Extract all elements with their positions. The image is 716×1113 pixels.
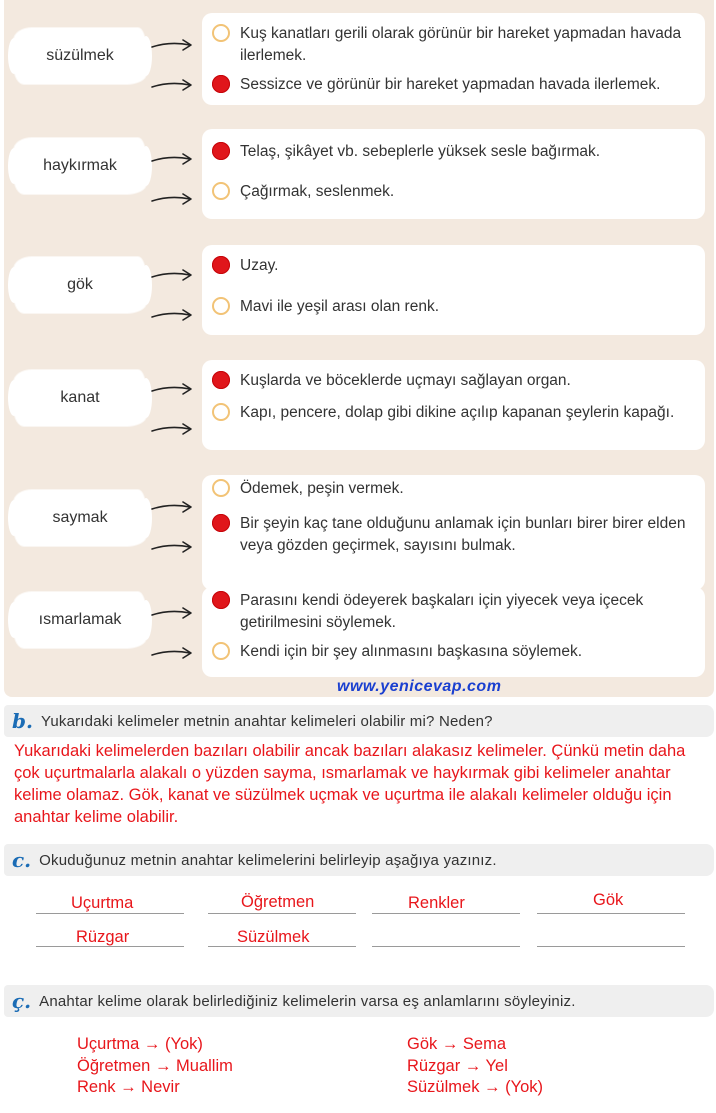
option-text: Çağırmak, seslenmek. [240,183,395,200]
radio-empty-icon[interactable] [212,403,230,421]
options-box [202,475,705,590]
keyword-line-7[interactable] [372,946,520,947]
keyword-4: Gök [593,891,624,909]
arrow-icon [150,192,194,206]
option-row[interactable] [212,370,697,392]
option-text: Kuş kanatları gerili olarak görünür bir hareket yapmadan havada ilerlemek. [240,25,682,64]
arrow-icon [150,308,194,322]
word-label: kanat [60,389,100,406]
option-text: Kendi için bir şey alınmasını başkasına söylemek. [240,643,583,660]
word-card [14,138,146,194]
keyword-3: Renkler [408,894,465,912]
word-card [14,370,146,426]
option-text: Kuşlarda ve böceklerde uçmayı sağlayan organ. [240,372,571,389]
option-text: Parasını kendi ödeyerek başkaları için yiyecek veya içecek getirilmesini söylemek. [240,592,644,631]
options-box [202,360,705,450]
question-c-text: Okuduğunuz metnin anahtar kelimelerini belirleyip aşağıya yazınız. [39,851,497,869]
option-row[interactable] [212,478,697,500]
radio-selected-icon[interactable] [212,256,230,274]
option-row[interactable] [212,23,697,67]
keyword-line-6[interactable] [208,946,356,947]
question-c-bar [4,844,714,876]
radio-empty-icon[interactable] [212,479,230,497]
word-card [14,28,146,84]
options-box [202,13,705,105]
word-card [14,592,146,648]
radio-empty-icon[interactable] [212,642,230,660]
radio-selected-icon[interactable] [212,142,230,160]
synonym-item: Uçurtma → (Yok) [77,1035,203,1053]
watermark: www.yenicevap.com [337,678,502,695]
keyword-1: Uçurtma [71,894,134,912]
arrow-icon [150,646,194,660]
word-label: ısmarlamak [38,611,122,628]
arrow-icon [150,38,194,52]
arrow-icon [150,540,194,554]
word-card [14,257,146,313]
option-row[interactable] [212,74,697,96]
option-row[interactable] [212,296,697,318]
options-box [202,129,705,219]
arrow-icon [150,606,194,620]
word-label: süzülmek [46,47,114,64]
radio-empty-icon[interactable] [212,24,230,42]
word-label: haykırmak [43,157,117,174]
question-b-letter: b. [12,709,33,733]
synonym-item: Süzülmek → (Yok) [407,1078,544,1096]
keyword-line-3[interactable] [372,913,520,914]
options-box [202,587,705,677]
option-row[interactable] [212,181,697,203]
arrow-icon [150,152,194,166]
keyword-line-4[interactable] [537,913,685,914]
word-card [14,490,146,546]
option-text: Bir şeyin kaç tane olduğunu anlamak için bunları birer birer elden veya gözden geçirmek, sayısını bulmak. [240,515,686,554]
option-row[interactable] [212,641,697,663]
options-box [202,245,705,335]
arrow-icon [150,268,194,282]
keyword-5: Rüzgar [76,928,130,946]
option-text: Mavi ile yeşil arası olan renk. [240,298,439,315]
keyword-line-2[interactable] [208,913,356,914]
synonym-list-left [77,1034,233,1099]
keyword-6: Süzülmek [237,928,310,946]
synonym-list-right [407,1034,543,1099]
arrow-icon [150,78,194,92]
option-row[interactable] [212,141,697,163]
option-text: Ödemek, peşin vermek. [240,480,404,497]
radio-empty-icon[interactable] [212,297,230,315]
arrow-icon [150,500,194,514]
option-text: Sessizce ve görünür bir hareket yapmadan havada ilerlemek. [240,76,661,93]
radio-selected-icon[interactable] [212,371,230,389]
option-text: Kapı, pencere, dolap gibi dikine açılıp kapanan şeylerin kapağı. [240,404,675,421]
option-row[interactable] [212,255,697,277]
option-text: Uzay. [240,257,279,274]
radio-selected-icon[interactable] [212,591,230,609]
synonym-item: Gök → Sema [407,1035,507,1053]
question-b-answer: Yukarıdaki kelimelerden bazıları olabilir ancak bazıları alakasız kelimeler. Çünkü metin daha çok uçurtmalarla alakalı o yüzden sayma, ısmarlamak ve haykırmak gibi kelimeler anahtar kelime olamaz. Gök, kanat ve süzülmek uçmak ve uçurtma ile alakalı kelimeler olduğu için anahtar kelime olabilir. [14,742,686,826]
radio-selected-icon[interactable] [212,514,230,532]
synonym-item: Renk → Nevir [77,1078,180,1096]
keyword-2: Öğretmen [241,893,315,911]
question-cc-text: Anahtar kelime olarak belirlediğiniz kelimelerin varsa eş anlamlarını söyleyiniz. [39,992,576,1010]
question-cc-letter: ç. [12,989,32,1013]
question-b-bar [4,705,714,737]
arrow-icon [150,422,194,436]
question-c-letter: c. [12,848,32,872]
keyword-line-8[interactable] [537,946,685,947]
word-label: gök [67,276,93,293]
radio-empty-icon[interactable] [212,182,230,200]
synonym-item: Öğretmen → Muallim [77,1056,233,1075]
option-text: Telaş, şikâyet vb. sebeplerle yüksek sesle bağırmak. [240,143,601,160]
option-row[interactable] [212,402,697,424]
radio-selected-icon[interactable] [212,75,230,93]
question-b-text: Yukarıdaki kelimeler metnin anahtar kelimeleri olabilir mi? Neden? [40,712,493,730]
synonym-item: Rüzgar → Yel [407,1056,508,1075]
keyword-line-5[interactable] [36,946,184,947]
keyword-line-1[interactable] [36,913,184,914]
question-cc-bar [4,985,714,1017]
option-row[interactable] [212,513,697,557]
arrow-icon [150,382,194,396]
word-label: saymak [52,509,108,526]
option-row[interactable] [212,590,697,634]
